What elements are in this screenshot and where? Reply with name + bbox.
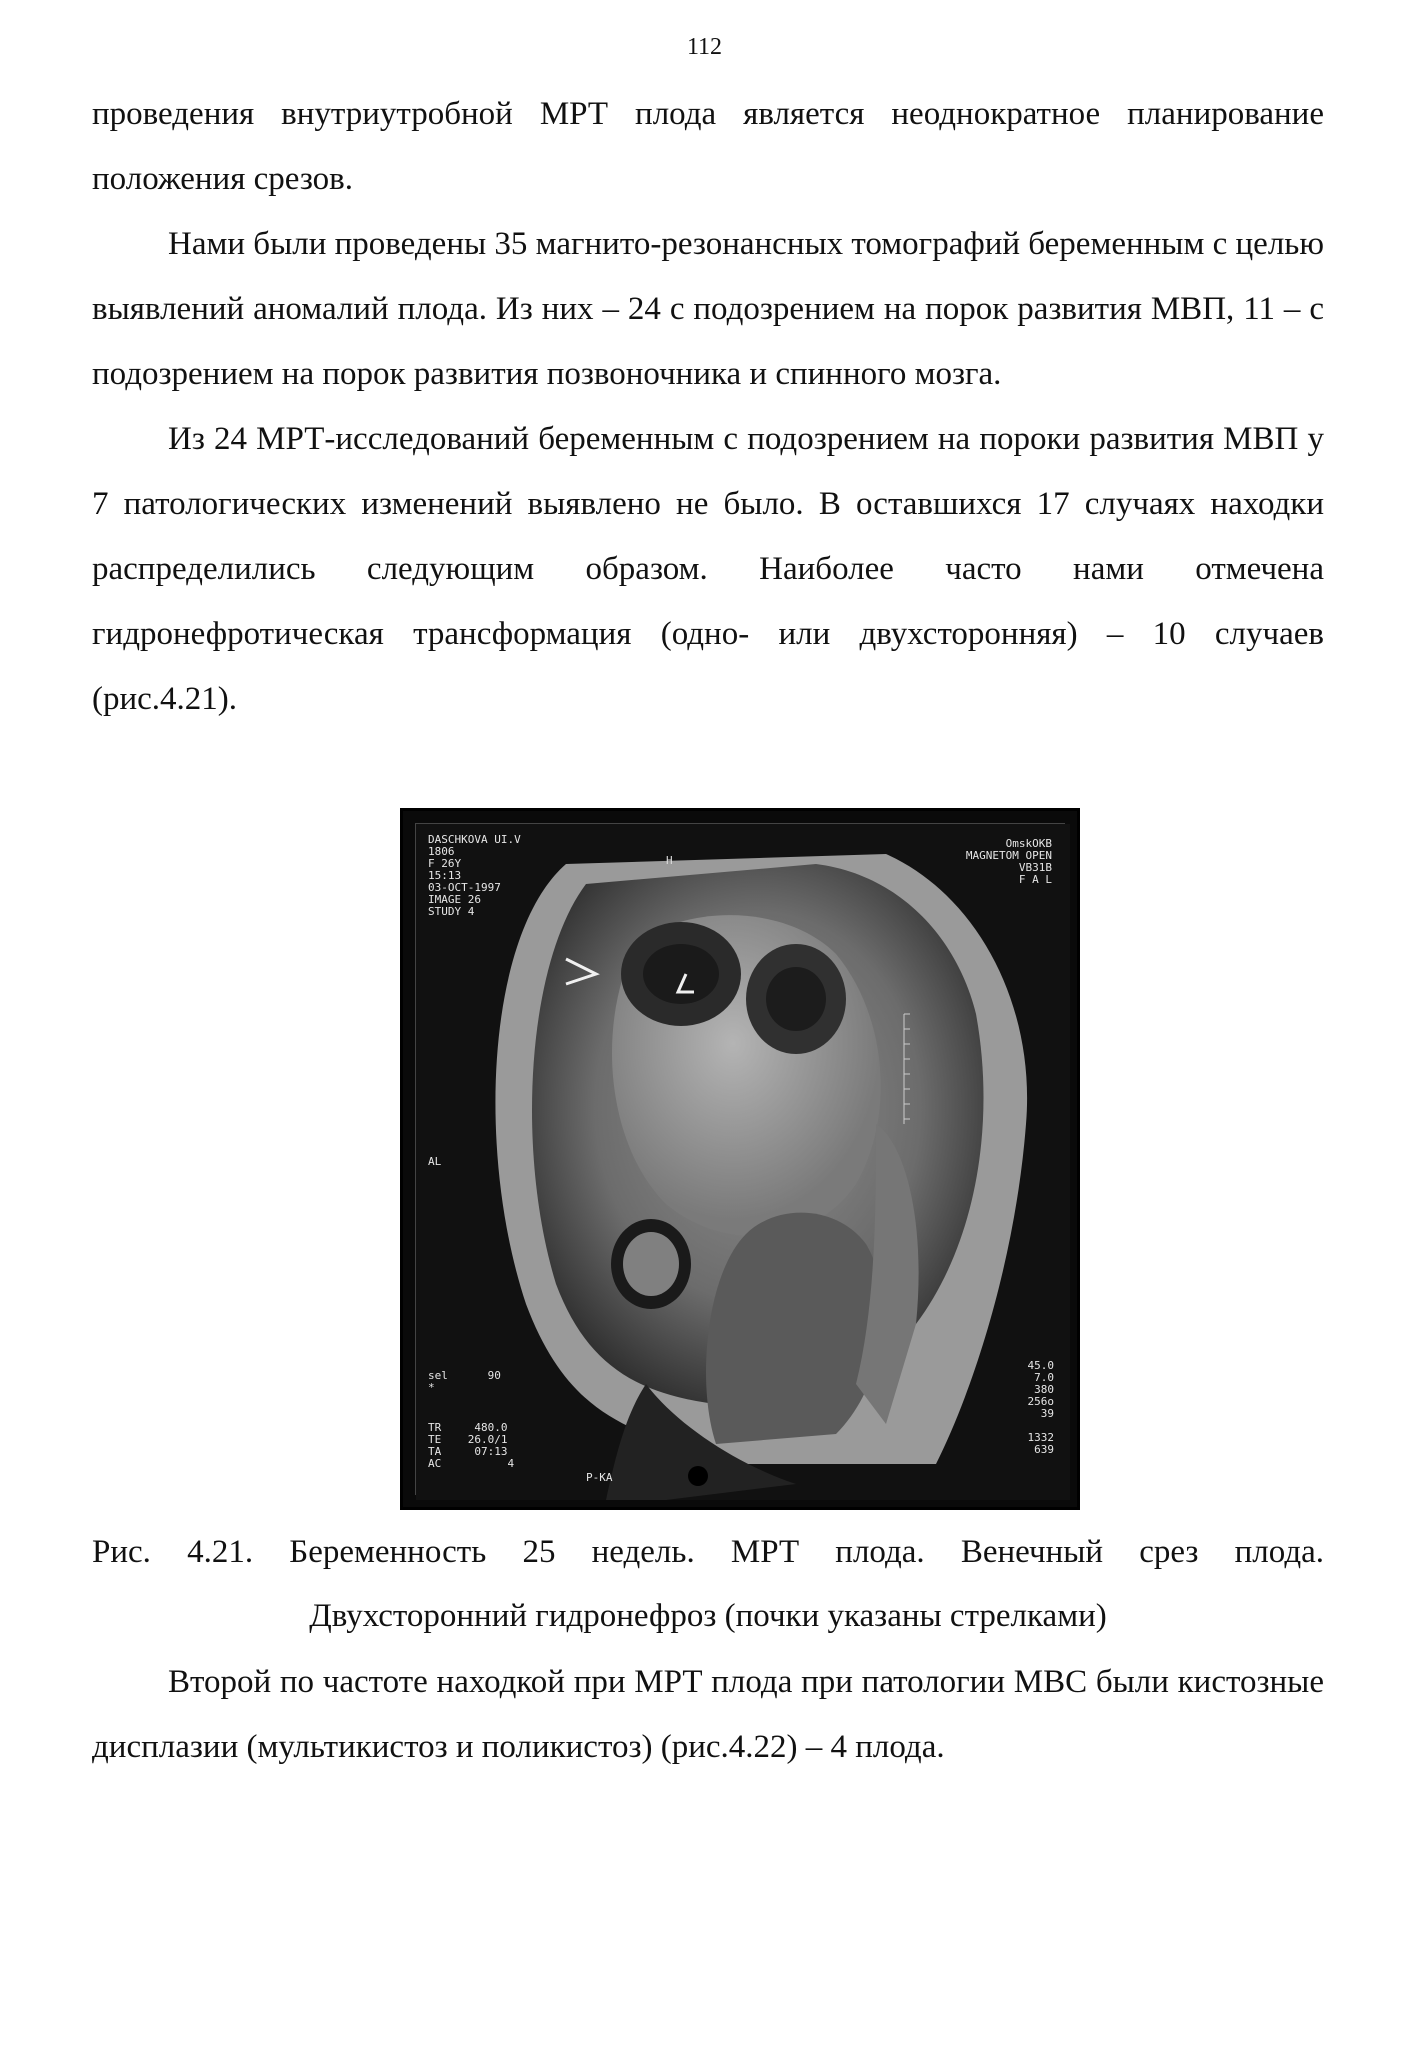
caption-title: Рис. 4.21. Беременность 25 недель. МРТ плода. Венечный срез плода. [92, 1534, 1324, 1570]
paragraph-top: проведения внутриутробной МРТ плода является неоднократное планирование положения срезов. [92, 96, 1324, 197]
orientation-marker: H [666, 854, 673, 867]
body-text-bottom [92, 1650, 1324, 1780]
paragraph-findings: Из 24 МРТ-исследований беременным с подозрением на пороки развития МВП у 7 патологических изменений выявлено не было. В оставшихся 17 случаях находки распределились следующим образом. Наиболее часто нами отмечена гидронефротическая трансформация (одно- или двухсторонняя) – 10 случаев (рис.4.21). [92, 421, 1324, 717]
sequence-params-overlay: TR 480.0 TE 26.0/1 TA 07:13 AC 4 [428, 1421, 515, 1470]
mri-scan-graphic [416, 824, 1070, 1500]
geometry-params-overlay: 45.0 7.0 380 256o 39 1332 639 [1027, 1359, 1054, 1456]
mri-image [415, 823, 1065, 1495]
paragraph-cystic: Второй по частоте находкой при МРТ плода при патологии МВС были кистозные дисплазии (мультикистоз и поликистоз) (рис.4.22) – 4 плода. [92, 1664, 1324, 1765]
paragraph-mri-count: Нами были проведены 35 магнито-резонансных томографий беременным с целью выявлений аномалий плода. Из них – 24 с подозрением на порок развития МВП, 11 – с подозрением на порок развития позвоночника и спинного мозга. [92, 226, 1324, 392]
paragraph-continuation [92, 82, 1324, 212]
caption-subtitle: Двухсторонний гидронефроз (почки указаны стрелками) [309, 1598, 1107, 1634]
scanner-info-overlay: OmskOKB MAGNETOM OPEN VB31B F A L [965, 837, 1052, 886]
direction-label: P-KA [586, 1471, 613, 1484]
mri-figure [400, 808, 1080, 1510]
page-number: 112 [686, 34, 723, 60]
patient-info-overlay: DASCHKOVA UI.V 1806 F 26Y 15:13 03-OCT-1997 IMAGE 26 STUDY 4 [428, 833, 521, 918]
sel-overlay: sel 90 * [428, 1369, 501, 1394]
figure-caption [92, 1520, 1324, 1648]
orientation-label: AL [428, 1155, 442, 1168]
body-text [92, 212, 1324, 732]
